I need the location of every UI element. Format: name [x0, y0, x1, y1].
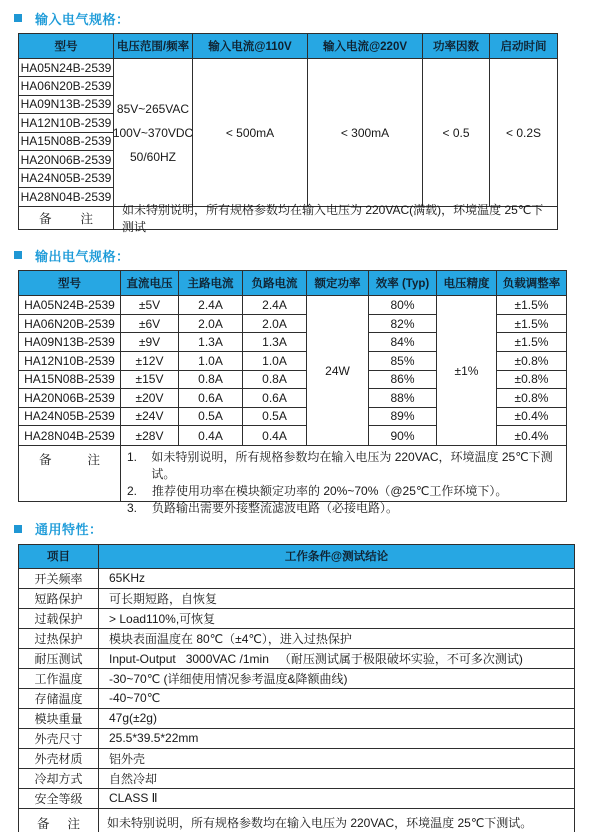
column-main-current — [179, 271, 243, 445]
column-input-current-110 — [193, 34, 308, 206]
note-label-char: 注 — [80, 212, 93, 227]
efficiency-cell: 80% — [369, 296, 436, 315]
model-cell: HA09N13B-2539 — [19, 333, 120, 352]
item-value-cell: -40~70℃ — [109, 691, 161, 706]
model-cell: HA24N05B-2539 — [19, 408, 120, 427]
main-current-cell: 0.4A — [198, 428, 223, 443]
model-cell: HA06N20B-2539 — [19, 315, 120, 334]
model-cell: HA15N08B-2539 — [19, 371, 120, 390]
column-input-current-220 — [308, 34, 423, 206]
negative-current-cell: 2.4A — [243, 296, 306, 315]
load-regulation-cell: ±0.8% — [497, 389, 566, 408]
table-row — [19, 569, 574, 589]
column-header-efficiency: 效率 (Typ) — [369, 271, 436, 296]
column-header-rated-power: 额定功率 — [307, 271, 368, 296]
general-note-text: 如未特别说明，所有规格参数均在输入电压为 220VAC，环境温度 25℃下测试。 — [107, 816, 533, 831]
column-negative-current — [243, 271, 307, 445]
item-label-cell: 模块重量 — [19, 709, 99, 728]
item-value-cell: 25.5*39.5*22mm — [109, 731, 199, 746]
main-current-cell: 2.4A — [179, 296, 242, 315]
column-voltage-range — [114, 34, 193, 206]
output-note-row — [19, 445, 566, 515]
item-label-cell: 耐压测试 — [19, 649, 99, 668]
load-regulation-cell: ±0.8% — [497, 371, 566, 390]
note-line — [127, 449, 560, 483]
main-current-cell: 0.6A — [179, 389, 242, 408]
general-table-header-row — [19, 545, 574, 569]
column-load-regulation — [497, 271, 566, 445]
dc-voltage-cell: ±28V — [135, 428, 164, 443]
section-title-text: 输入电气规格： — [35, 11, 130, 27]
model-cell: HA20N06B-2539 — [19, 389, 120, 408]
note-line — [127, 483, 560, 500]
input-note-row — [19, 203, 557, 235]
square-bullet-icon — [14, 14, 22, 22]
item-value-cell: 自然冷却 — [109, 771, 158, 786]
note-number: 3. — [127, 500, 138, 515]
item-value-cell: 47g(±2g) — [109, 711, 157, 726]
model-cell: HA15N08B-2539 — [19, 133, 113, 151]
table-row — [19, 769, 574, 789]
item-label-cell: 短路保护 — [19, 589, 99, 608]
section-title-general — [14, 520, 600, 538]
model-cell: HA20N06B-2539 — [19, 151, 113, 169]
output-spec-table — [18, 270, 567, 515]
column-header-conditions: 工作条件@测试结论 — [99, 545, 574, 568]
table-row — [19, 689, 574, 709]
column-header-model: 型号 — [19, 271, 120, 296]
table-row — [19, 749, 574, 769]
note-line — [127, 500, 560, 517]
efficiency-cell: 86% — [369, 371, 436, 390]
column-header-negative-current: 负路电流 — [243, 271, 306, 296]
load-regulation-cell: ±0.4% — [514, 428, 549, 443]
table-row — [19, 629, 574, 649]
model-cell: HA28N04B-2539 — [20, 189, 112, 204]
section-title-input — [14, 9, 600, 27]
input-table-body — [19, 34, 557, 206]
dc-voltage-cell: ±24V — [121, 408, 178, 427]
load-regulation-cell: ±0.8% — [497, 352, 566, 371]
column-efficiency — [369, 271, 437, 445]
input-current-110-cell: < 500mA — [225, 125, 275, 140]
table-row — [19, 789, 574, 809]
main-current-cell: 1.0A — [179, 352, 242, 371]
negative-current-cell: 0.8A — [243, 371, 306, 390]
note-label — [19, 809, 99, 832]
voltage-accuracy-cell: ±1% — [454, 363, 479, 378]
dc-voltage-cell: ±9V — [121, 333, 178, 352]
negative-current-cell: 0.5A — [243, 408, 306, 427]
item-label-cell: 开关频率 — [19, 569, 99, 588]
section-title-text: 输出电气规格： — [35, 248, 130, 264]
efficiency-cell: 85% — [369, 352, 436, 371]
note-label-char: 注 — [87, 452, 100, 467]
efficiency-cell: 84% — [369, 333, 436, 352]
item-value-cell: 65KHz — [109, 571, 146, 586]
dc-voltage-cell: ±20V — [121, 389, 178, 408]
table-row — [19, 609, 574, 629]
square-bullet-icon — [14, 525, 22, 533]
item-label-cell: 安全等级 — [19, 789, 99, 808]
note-number: 2. — [127, 483, 138, 498]
note-label-char: 备 — [39, 212, 52, 227]
note-label — [19, 446, 121, 501]
startup-time-cell: < 0.2S — [505, 125, 542, 140]
column-header-dc-voltage: 直流电压 — [121, 271, 178, 296]
voltage-range-cell — [114, 59, 192, 206]
item-value-cell: Input-Output 3000VAC /1min （耐压测试属于极限破坏实验，不可多次测试) — [109, 651, 523, 666]
column-power-factor — [423, 34, 490, 206]
item-label-cell: 外壳尺寸 — [19, 729, 99, 748]
column-header-model: 型号 — [19, 34, 113, 59]
voltage-range-line: 100V~370VDC — [112, 125, 194, 140]
model-cell: HA05N24B-2539 — [19, 59, 113, 77]
main-current-cell: 0.8A — [179, 371, 242, 390]
column-header-current-220: 输入电流@220V — [308, 34, 422, 59]
column-rated-power — [307, 271, 369, 445]
load-regulation-cell: ±0.4% — [497, 408, 566, 427]
main-current-cell: 1.3A — [179, 333, 242, 352]
item-value-cell: 可长期短路，自恢复 — [109, 591, 218, 606]
item-label-cell: 外壳材质 — [19, 749, 99, 768]
output-note-list — [121, 446, 566, 515]
column-model — [19, 271, 121, 445]
column-voltage-accuracy — [437, 271, 497, 445]
dc-voltage-cell: ±5V — [121, 296, 178, 315]
column-header-current-110: 输入电流@110V — [193, 34, 307, 59]
model-cell: HA12N10B-2539 — [19, 114, 113, 132]
column-header-startup-time: 启动时间 — [490, 34, 557, 59]
note-label-char: 备 — [37, 816, 50, 831]
item-label-cell: 存储温度 — [19, 689, 99, 708]
item-value-cell: > Load110%,可恢复 — [109, 611, 216, 626]
main-current-cell: 2.0A — [179, 315, 242, 334]
load-regulation-cell: ±1.5% — [497, 296, 566, 315]
negative-current-cell: 0.6A — [243, 389, 306, 408]
input-note-text: 如未特别说明，所有规格参数均在输入电压为 220VAC(满载)，环境温度 25℃下测试 — [122, 203, 544, 235]
general-table-rows — [19, 569, 574, 809]
dc-voltage-cell: ±12V — [121, 352, 178, 371]
column-header-voltage-range: 电压范围/频率 — [114, 34, 192, 59]
load-regulation-cell: ±1.5% — [497, 315, 566, 334]
table-row — [19, 649, 574, 669]
square-bullet-icon — [14, 251, 22, 259]
item-label-cell: 工作温度 — [19, 669, 99, 688]
negative-current-cell: 2.0A — [243, 315, 306, 334]
model-cell: HA28N04B-2539 — [24, 428, 115, 443]
main-current-cell: 0.5A — [179, 408, 242, 427]
input-current-220-cell: < 300mA — [340, 125, 390, 140]
negative-current-cell: 1.3A — [243, 333, 306, 352]
table-row — [19, 669, 574, 689]
column-header-voltage-accuracy: 电压精度 — [437, 271, 496, 296]
section-title-text: 通用特性： — [35, 522, 103, 538]
item-value-cell: CLASS Ⅱ — [109, 791, 158, 806]
note-line-text: 推荐使用功率在模块额定功率的 20%~70%（@25℃工作环境下）。 — [152, 483, 508, 498]
rated-power-cell: 24W — [325, 363, 350, 378]
negative-current-cell: 1.0A — [243, 352, 306, 371]
negative-current-cell: 0.4A — [262, 428, 287, 443]
note-line-text: 负路输出需要外接整流滤波电路（必接电路）。 — [152, 500, 399, 515]
model-cell: HA05N24B-2539 — [19, 296, 120, 315]
load-regulation-cell: ±1.5% — [497, 333, 566, 352]
voltage-range-line: 85V~265VAC — [116, 101, 190, 116]
output-table-body — [19, 271, 566, 445]
efficiency-cell: 82% — [369, 315, 436, 334]
column-startup-time — [490, 34, 557, 206]
general-note-row — [19, 809, 574, 832]
item-value-cell: -30~70℃ (详细使用情况参考温度&降额曲线) — [109, 671, 348, 686]
item-label-cell: 过载保护 — [19, 609, 99, 628]
dc-voltage-cell: ±15V — [121, 371, 178, 390]
item-value-cell: 铝外壳 — [109, 751, 146, 766]
voltage-range-line: 50/60HZ — [129, 149, 177, 164]
model-cell: HA09N13B-2539 — [19, 96, 113, 114]
note-line-text: 如未特别说明，所有规格参数均在输入电压为 220VAC，环境温度 25℃下测试。 — [151, 449, 553, 481]
column-header-main-current: 主路电流 — [179, 271, 242, 296]
section-title-output — [14, 246, 600, 264]
dc-voltage-cell: ±6V — [121, 315, 178, 334]
table-row — [19, 709, 574, 729]
table-row — [19, 589, 574, 609]
model-cell: HA24N05B-2539 — [19, 169, 113, 187]
note-label-char: 备 — [39, 452, 52, 467]
item-label-cell: 过热保护 — [19, 629, 99, 648]
column-header-power-factor: 功率因数 — [423, 34, 489, 59]
model-cell: HA06N20B-2539 — [19, 77, 113, 95]
item-label-cell: 冷却方式 — [19, 769, 99, 788]
input-spec-table — [18, 33, 558, 235]
column-dc-voltage — [121, 271, 179, 445]
table-row — [19, 729, 574, 749]
efficiency-cell: 88% — [369, 389, 436, 408]
item-value-cell: 模块表面温度在 80℃（±4℃），进入过热保护 — [109, 631, 352, 646]
model-cell: HA12N10B-2539 — [19, 352, 120, 371]
column-model — [19, 34, 114, 206]
note-label-char: 注 — [67, 816, 80, 831]
column-header-item: 项目 — [19, 545, 99, 568]
note-number: 1. — [127, 449, 138, 464]
note-label — [19, 207, 114, 229]
column-header-load-regulation: 负载调整率 — [497, 271, 566, 296]
efficiency-cell: 90% — [390, 428, 415, 443]
efficiency-cell: 89% — [369, 408, 436, 427]
power-factor-cell: < 0.5 — [442, 125, 470, 140]
general-characteristics-table — [18, 544, 575, 832]
